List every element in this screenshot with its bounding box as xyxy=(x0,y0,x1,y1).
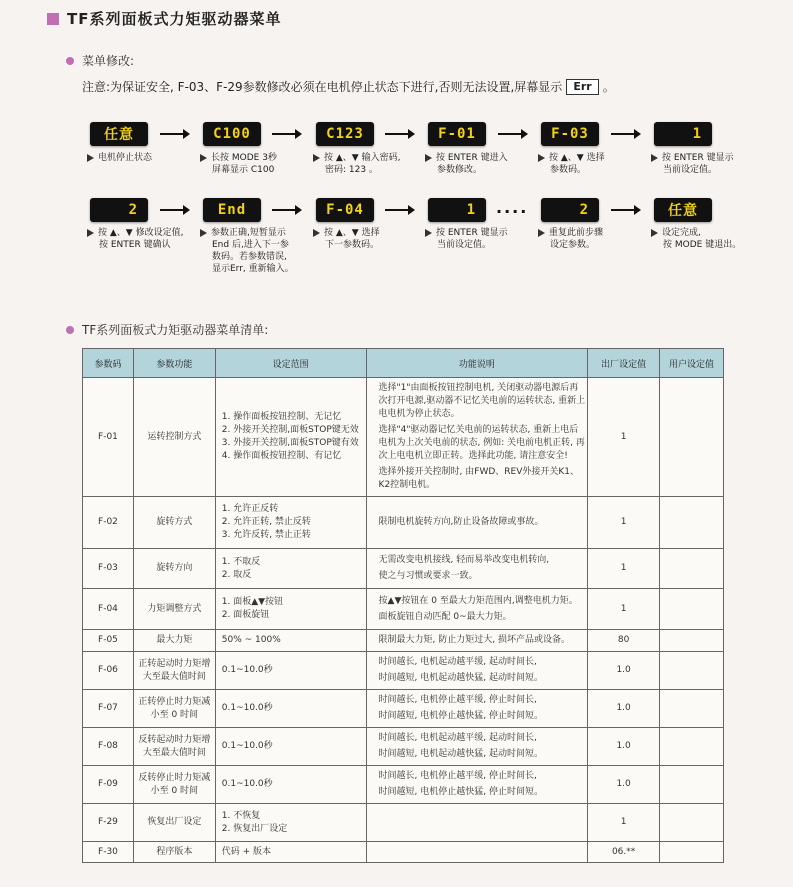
param-func-line: 最大力矩 xyxy=(156,635,193,645)
default-value-cell: 1 xyxy=(588,804,660,842)
range-line: 3. 外接开关控制,面板STOP键有效 xyxy=(221,438,359,448)
pointer-triangle-icon xyxy=(538,229,545,237)
param-code-cell: F-05 xyxy=(83,630,134,652)
lcd-display: 1 xyxy=(654,122,712,146)
param-func-line: 小至 0 时间 xyxy=(150,709,199,720)
range-line: 2. 允许正转, 禁止反转 xyxy=(221,517,311,527)
param-func-cell xyxy=(133,652,215,690)
param-func-cell xyxy=(133,378,215,497)
param-code-cell: F-29 xyxy=(83,804,134,842)
desc-line: 选择"1"由面板按钮控制电机, 关闭驱动器电源后再次打开电源,驱动器不记忆关电前的运转状态, 重新上电电机为停止状态。 xyxy=(378,383,586,419)
param-func-cell xyxy=(133,842,215,863)
lcd-display: End xyxy=(203,198,261,222)
menu-table xyxy=(82,348,724,863)
lcd-display: 任意 xyxy=(654,198,712,222)
desc-line: 时间越长, 电机起动越平缓, 起动时间长, xyxy=(378,657,537,667)
column-header: 出厂设定值 xyxy=(588,349,660,378)
range-cell xyxy=(215,690,366,728)
desc-cell xyxy=(366,630,588,652)
user-value-cell xyxy=(660,652,724,690)
param-code-cell: F-07 xyxy=(83,690,134,728)
table-row xyxy=(83,690,724,728)
section-menu-list xyxy=(66,321,268,338)
range-cell xyxy=(215,378,366,497)
arrow-right-icon xyxy=(611,133,639,135)
column-header: 参数码 xyxy=(83,349,134,378)
range-line: 1. 允许正反转 xyxy=(221,504,279,514)
pointer-triangle-icon xyxy=(313,154,320,162)
range-cell xyxy=(215,766,366,804)
range-cell xyxy=(215,804,366,842)
range-line: 1. 操作面板按钮控制、无记忆 xyxy=(221,412,342,422)
pointer-triangle-icon xyxy=(87,229,94,237)
user-value-cell xyxy=(660,690,724,728)
page-title-block xyxy=(47,8,281,29)
arrow-right-icon xyxy=(272,209,300,211)
pointer-triangle-icon xyxy=(313,229,320,237)
column-header: 功能说明 xyxy=(366,349,588,378)
default-value-cell: 1 xyxy=(588,549,660,589)
notice-end: 。 xyxy=(602,80,615,94)
pointer-triangle-icon xyxy=(538,154,545,162)
desc-line: 限制最大力矩, 防止力矩过大, 损坏产品或设备。 xyxy=(378,635,570,645)
step-caption: 按 ENTER 键显示 当前设定值。 xyxy=(651,152,734,176)
lcd-display: 任意 xyxy=(90,122,148,146)
default-value-cell: 1.0 xyxy=(588,652,660,690)
desc-line: 使之与习惯或要求一致。 xyxy=(378,571,478,581)
param-code-cell: F-30 xyxy=(83,842,134,863)
param-func-line: 恢复出厂设定 xyxy=(147,817,202,827)
table-row xyxy=(83,378,724,497)
desc-line: 无需改变电机接线, 轻而易举改变电机转向, xyxy=(378,555,550,565)
range-line: 代码 + 版本 xyxy=(221,846,272,857)
user-value-cell xyxy=(660,378,724,497)
desc-line: 时间越长, 电机停止越平缓, 停止时间长, xyxy=(378,695,537,705)
table-row xyxy=(83,549,724,589)
range-line: 2. 取反 xyxy=(221,569,252,580)
table-header-row xyxy=(83,349,724,378)
param-func-cell xyxy=(133,766,215,804)
step-caption: 按 ▲、▼ 选择 参数码。 xyxy=(538,152,605,176)
table-row xyxy=(83,589,724,630)
user-value-cell xyxy=(660,842,724,863)
step-caption: 按 ▲、▼ 输入密码, 密码: 123 。 xyxy=(313,152,400,176)
param-code-cell: F-03 xyxy=(83,549,134,589)
param-func-line: 反转停止时力矩减 xyxy=(138,772,211,783)
pointer-triangle-icon xyxy=(425,229,432,237)
lcd-display: F-01 xyxy=(428,122,486,146)
title-square-icon xyxy=(47,13,59,25)
desc-line: 时间越短, 电机起动越快猛, 起动时间短。 xyxy=(378,749,543,759)
pointer-triangle-icon xyxy=(87,154,94,162)
pointer-triangle-icon xyxy=(651,154,658,162)
lcd-display: C123 xyxy=(316,122,374,146)
arrow-right-icon xyxy=(160,209,188,211)
arrow-right-icon xyxy=(160,133,188,135)
range-line: 2. 外接开关控制,面板STOP键无效 xyxy=(221,425,359,435)
err-display: Err xyxy=(566,79,598,95)
desc-line: 选择"4"驱动器记忆关电前的运转状态, 重新上电后电机为上次关电前的状态, 例如: 关电前电机正转, 再次上电电机立即正转。选择此功能, 请注意安全! xyxy=(378,425,585,461)
user-value-cell xyxy=(660,804,724,842)
lcd-display: 2 xyxy=(541,198,599,222)
ellipsis-dots: .... xyxy=(496,198,529,217)
desc-cell xyxy=(366,497,588,549)
range-cell xyxy=(215,497,366,549)
table-row xyxy=(83,804,724,842)
param-func-line: 旋转方向 xyxy=(156,563,193,573)
table-row xyxy=(83,652,724,690)
param-func-line: 旋转方式 xyxy=(156,517,193,527)
range-cell xyxy=(215,842,366,863)
default-value-cell: 1.0 xyxy=(588,766,660,804)
arrow-right-icon xyxy=(385,133,413,135)
desc-cell xyxy=(366,842,588,863)
section-heading: TF系列面板式力矩驱动器菜单清单: xyxy=(82,323,269,337)
table-row xyxy=(83,842,724,863)
arrow-right-icon xyxy=(272,133,300,135)
desc-line: 选择外接开关控制时, 由FWD、REV外接开关K1、K2控制电机。 xyxy=(378,467,579,490)
param-func-line: 力矩调整方式 xyxy=(147,603,202,614)
step-caption: 按 ▲、▼ 修改设定值, 按 ENTER 键确认 xyxy=(87,227,183,251)
desc-line: 限制电机旋转方向,防止设备故障或事故。 xyxy=(378,517,544,527)
pointer-triangle-icon xyxy=(200,154,207,162)
range-line: 1. 不恢复 xyxy=(221,810,261,821)
step-caption: 按 ENTER 键显示 当前设定值。 xyxy=(425,227,508,251)
range-cell xyxy=(215,549,366,589)
table-row xyxy=(83,766,724,804)
table-row xyxy=(83,497,724,549)
range-line: 0.1~10.0秒 xyxy=(221,741,273,751)
arrow-right-icon xyxy=(385,209,413,211)
arrow-right-icon xyxy=(498,133,526,135)
desc-cell xyxy=(366,652,588,690)
lcd-display: F-03 xyxy=(541,122,599,146)
param-func-line: 运转控制方式 xyxy=(147,431,202,442)
step-caption: 重复此前步骤 设定参数。 xyxy=(538,227,603,251)
param-func-cell xyxy=(133,690,215,728)
param-func-cell xyxy=(133,804,215,842)
step-caption: 长按 MODE 3秒 屏幕显示 C100 xyxy=(200,152,277,176)
section-menu-modify xyxy=(66,52,134,69)
step-caption: 按 ENTER 键进入 参数修改。 xyxy=(425,152,508,176)
lcd-display: C100 xyxy=(203,122,261,146)
param-func-cell xyxy=(133,497,215,549)
desc-cell xyxy=(366,766,588,804)
desc-line: 时间越短, 电机停止越快猛, 停止时间短。 xyxy=(378,711,543,721)
default-value-cell: 1 xyxy=(588,589,660,630)
param-func-line: 正转停止时力矩减 xyxy=(138,696,211,707)
param-func-cell xyxy=(133,630,215,652)
param-code-cell: F-02 xyxy=(83,497,134,549)
desc-line: 面板旋钮自动匹配 0~最大力矩。 xyxy=(378,611,512,622)
lcd-display: 2 xyxy=(90,198,148,222)
desc-line: 时间越短, 电机停止越快猛, 停止时间短。 xyxy=(378,787,543,797)
arrow-right-icon xyxy=(611,209,639,211)
range-line: 2. 面板旋钮 xyxy=(221,610,270,620)
table-row xyxy=(83,728,724,766)
param-func-cell xyxy=(133,589,215,630)
desc-line: 按▲▼按钮在 0 至最大力矩范围内,调整电机力矩。 xyxy=(378,595,578,606)
default-value-cell: 1 xyxy=(588,497,660,549)
param-func-line: 正转起动时力矩增 xyxy=(138,658,211,669)
range-line: 1. 不取反 xyxy=(221,556,261,567)
column-header: 用户设定值 xyxy=(660,349,724,378)
desc-line: 时间越长, 电机停止越平缓, 停止时间长, xyxy=(378,771,537,781)
param-func-cell xyxy=(133,549,215,589)
param-func-cell xyxy=(133,728,215,766)
pointer-triangle-icon xyxy=(651,229,658,237)
page-title: TF系列面板式力矩驱动器菜单 xyxy=(67,10,282,28)
default-value-cell: 1.0 xyxy=(588,690,660,728)
range-line: 0.1~10.0秒 xyxy=(221,703,273,713)
step-caption: 设定完成, 按 MODE 键退出。 xyxy=(651,227,741,251)
pointer-triangle-icon xyxy=(425,154,432,162)
lcd-display: F-04 xyxy=(316,198,374,222)
range-cell xyxy=(215,630,366,652)
user-value-cell xyxy=(660,728,724,766)
user-value-cell xyxy=(660,549,724,589)
column-header: 参数功能 xyxy=(133,349,215,378)
column-header: 设定范围 xyxy=(215,349,366,378)
desc-line: 时间越长, 电机起动越平缓, 起动时间长, xyxy=(378,733,537,743)
range-line: 0.1~10.0秒 xyxy=(221,779,273,789)
range-line: 4. 操作面板按钮控制、有记忆 xyxy=(221,451,342,461)
param-func-line: 大至最大值时间 xyxy=(142,671,206,682)
user-value-cell xyxy=(660,766,724,804)
bullet-dot-icon xyxy=(66,57,74,65)
step-caption: 按 ▲、▼ 选择 下一参数码。 xyxy=(313,227,380,251)
user-value-cell xyxy=(660,589,724,630)
desc-cell xyxy=(366,728,588,766)
default-value-cell: 06.** xyxy=(588,842,660,863)
range-cell xyxy=(215,728,366,766)
user-value-cell xyxy=(660,630,724,652)
notice xyxy=(82,78,615,95)
desc-cell xyxy=(366,589,588,630)
param-func-line: 程序版本 xyxy=(156,846,193,857)
range-cell xyxy=(215,652,366,690)
range-line: 3. 允许反转, 禁止正转 xyxy=(221,530,311,540)
step-caption: 参数正确,短暂显示 End 后,进入下一参 数码。若参数错误, 显示Err, 重新输入。 xyxy=(200,227,294,275)
param-code-cell: F-06 xyxy=(83,652,134,690)
lcd-display: 1 xyxy=(428,198,486,222)
param-func-line: 反转起动时力矩增 xyxy=(138,734,211,745)
step-caption: 电机停止状态 xyxy=(87,152,152,164)
param-code-cell: F-04 xyxy=(83,589,134,630)
range-line: 2. 恢复出厂设定 xyxy=(221,823,288,834)
section-heading: 菜单修改: xyxy=(82,54,135,68)
default-value-cell: 1.0 xyxy=(588,728,660,766)
range-line: 50% ~ 100% xyxy=(221,635,281,645)
desc-cell xyxy=(366,549,588,589)
desc-cell xyxy=(366,804,588,842)
pointer-triangle-icon xyxy=(200,229,207,237)
param-code-cell: F-01 xyxy=(83,378,134,497)
desc-cell xyxy=(366,690,588,728)
default-value-cell: 80 xyxy=(588,630,660,652)
param-code-cell: F-08 xyxy=(83,728,134,766)
param-func-line: 大至最大值时间 xyxy=(142,747,206,758)
user-value-cell xyxy=(660,497,724,549)
range-line: 1. 面板▲▼按钮 xyxy=(221,597,284,607)
param-code-cell: F-09 xyxy=(83,766,134,804)
table-row xyxy=(83,630,724,652)
range-cell xyxy=(215,589,366,630)
param-func-line: 小至 0 时间 xyxy=(150,785,199,796)
default-value-cell: 1 xyxy=(588,378,660,497)
bullet-dot-icon xyxy=(66,326,74,334)
desc-cell xyxy=(366,378,588,497)
desc-line: 时间越短, 电机起动越快猛, 起动时间短。 xyxy=(378,673,543,683)
notice-text: 注意:为保证安全, F-03、F-29参数修改必须在电机停止状态下进行,否则无法设置,屏幕显示 xyxy=(82,80,563,94)
range-line: 0.1~10.0秒 xyxy=(221,665,273,675)
